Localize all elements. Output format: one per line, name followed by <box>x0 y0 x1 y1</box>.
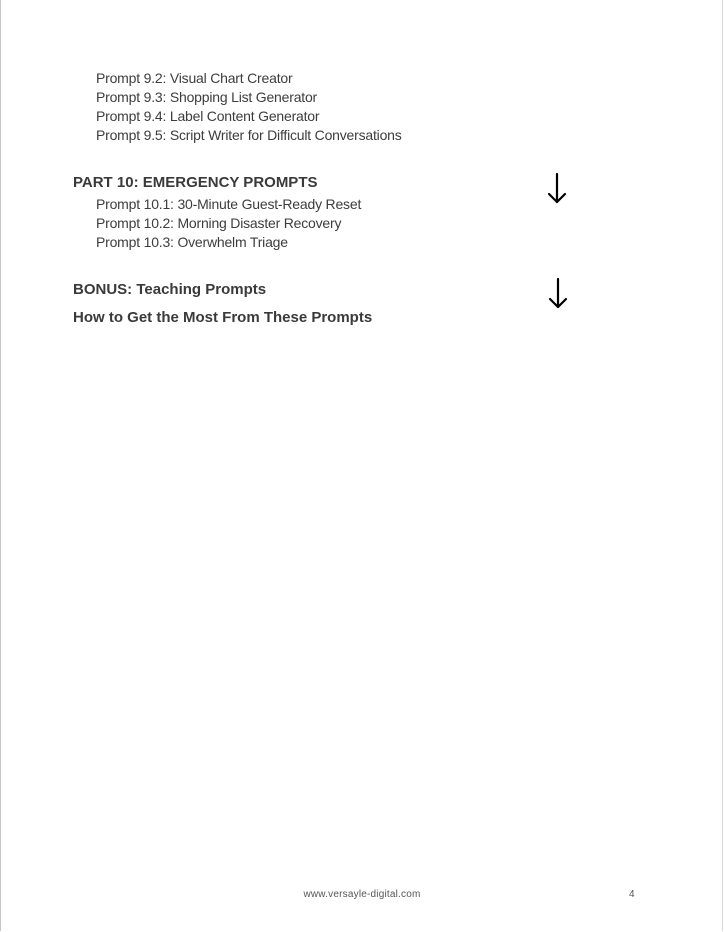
toc-heading-bonus[interactable]: BONUS: Teaching Prompts <box>73 281 267 298</box>
toc-item-9-5[interactable]: Prompt 9.5: Script Writer for Difficult Conversations <box>96 127 402 143</box>
arrow-down-icon <box>546 172 568 206</box>
toc-item-10-2[interactable]: Prompt 10.2: Morning Disaster Recovery <box>96 215 342 231</box>
toc-item-10-3[interactable]: Prompt 10.3: Overwhelm Triage <box>96 234 288 250</box>
footer-url: www.versayle-digital.com <box>303 889 421 900</box>
toc-item-10-1[interactable]: Prompt 10.1: 30-Minute Guest-Ready Reset <box>96 196 362 212</box>
page-number: 4 <box>629 889 635 900</box>
toc-item-9-4[interactable]: Prompt 9.4: Label Content Generator <box>96 108 320 124</box>
toc-item-9-3[interactable]: Prompt 9.3: Shopping List Generator <box>96 89 318 105</box>
arrow-down-icon <box>547 277 569 311</box>
toc-item-9-2[interactable]: Prompt 9.2: Visual Chart Creator <box>96 70 293 86</box>
toc-heading-how-to[interactable]: How to Get the Most From These Prompts <box>73 309 373 326</box>
toc-heading-part-10[interactable]: PART 10: EMERGENCY PROMPTS <box>73 174 318 191</box>
